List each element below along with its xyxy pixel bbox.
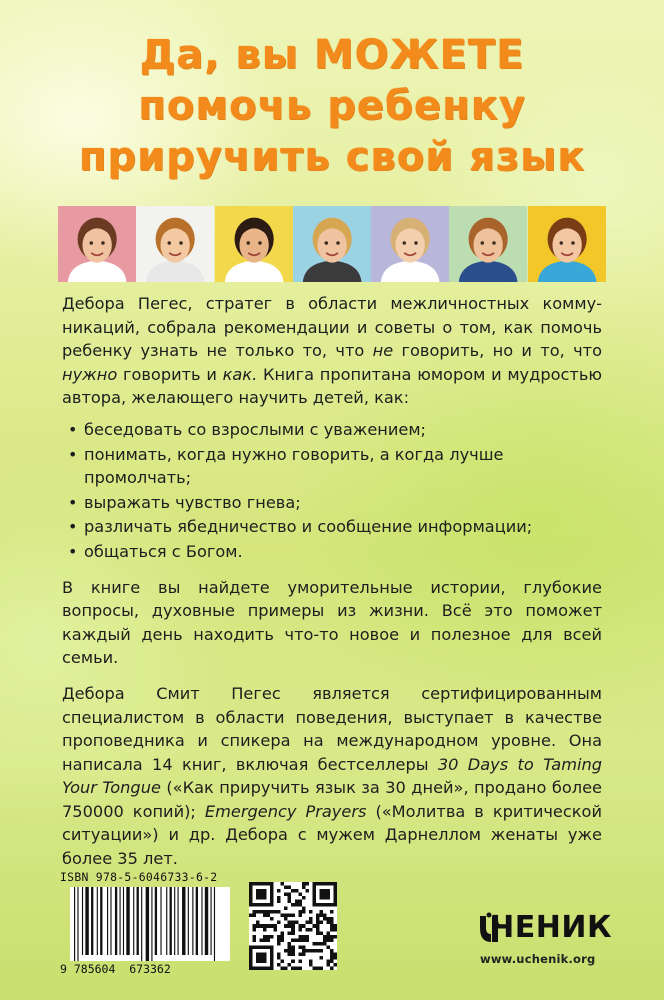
barcode-bar [146,887,149,961]
publisher-url[interactable]: www.uchenik.org [480,952,596,966]
photo-girl-ok [528,206,606,282]
barcode-bar [77,887,78,961]
barcode-bar [178,887,179,955]
headline-line-2: помочь ребенку [138,83,526,129]
intro-emphasis-3: как. [222,364,258,384]
intro-text-1: Дебора Пегес, стратег в области межличностных коммуникаций, собрала рекомендации и советы о том, как помочь ребенку узнать не только то, что [62,294,602,361]
barcode-bar [211,887,212,955]
barcode-bar [174,887,175,955]
cover-headline [0,30,664,183]
intro-emphasis-2: нужно [62,364,118,384]
photo-boy-suspenders [136,206,214,282]
skills-list [62,418,602,564]
barcode-bar [74,887,75,961]
barcode-bar [115,887,117,955]
intro-emphasis-1: не [372,341,394,361]
photo-girl-surprised [58,206,136,282]
qr-code[interactable] [249,882,337,970]
intro-paragraph [62,292,602,410]
barcode-bar [123,887,124,955]
barcode-bar [133,887,134,955]
bio-text-2: («Как приручить язык за 30 дней», продано более 750000 копий); [62,778,602,821]
photo-girl-donut [215,206,293,282]
publisher-name: ЧЕНИК [490,910,612,945]
barcode-bar [205,887,208,955]
headline-line-3: приручить свой язык [78,134,586,180]
children-photo-strip [58,206,606,282]
bio-text-3: («Молитва в критической ситуации») и др. Дебора с мужем Дарнеллом женаты уже более 35 лет. [62,801,602,869]
barcode-bar [107,887,108,955]
barcode-bar [160,887,161,955]
headline-line-1: Да, вы МОЖЕТЕ [139,32,525,78]
photo-boy-chocolate [293,206,371,282]
photo-boy-smile [449,206,527,282]
author-bio-paragraph [62,682,602,871]
barcode-bar [201,887,202,955]
intro-text-4: Книга пропитана юмором и мудростью автора, желающего научить детей, как: [62,364,603,408]
publisher-logo [478,910,610,974]
photo-girl-shush [371,206,449,282]
intro-text-3: говорить и [117,364,223,384]
barcode-bar [141,887,142,961]
barcode-bar [188,887,189,955]
bio-text-1: Дебора Смит Пегес является сертифицированным специалистом в области поведения, выступает в качестве проповедника и спикера на международном уровне. Она написала 14 книг, включая бестселлеры [62,683,602,774]
barcode-bar [170,887,172,955]
barcode-digits: 9 785604 673362 [60,962,171,976]
barcode-bar [192,887,193,955]
list-item: • общаться с Богом. [62,540,602,564]
barcode-bar [97,887,98,955]
barcode-bar [151,887,152,961]
barcode-bar [166,887,167,955]
book-contents-paragraph: В книге вы найдете уморительные истории, глубокие вопросы, духовные примеры из жизни. Всё это поможет каждый день находить что-то новое и полезное для всей семьи. [62,577,602,668]
isbn-label: ISBN 978-5-6046733-6-2 [60,870,218,884]
barcode-bar [155,887,157,955]
barcode-bar [100,887,102,955]
barcode-bars [70,887,230,961]
bio-book-title-2: Emergency Prayers [204,801,367,821]
barcode-bar [110,887,111,955]
barcode-bar [182,887,185,955]
barcode-bar [126,887,129,955]
isbn-barcode [60,870,232,980]
barcode-bar [196,887,198,955]
list-item: • понимать, когда нужно говорить, а когда лучше промолчать; [62,443,602,490]
barcode-bar [214,887,215,961]
list-item: • беседовать со взрослыми с уважением; [62,418,602,442]
barcode-bar [137,887,139,955]
list-item: • выражать чувство гнева; [62,491,602,515]
barcode-bar [85,887,88,955]
intro-text-2: говорить, но и то, что [393,341,602,361]
bio-book-title-1: 30 Days to Taming Your Tongue [62,754,602,798]
barcode-bar [91,887,93,955]
barcode-bar [120,887,121,955]
list-item: • различать ябедничество и сообщение информации; [62,515,602,539]
barcode-bar [82,887,83,955]
back-cover-text [62,292,602,871]
